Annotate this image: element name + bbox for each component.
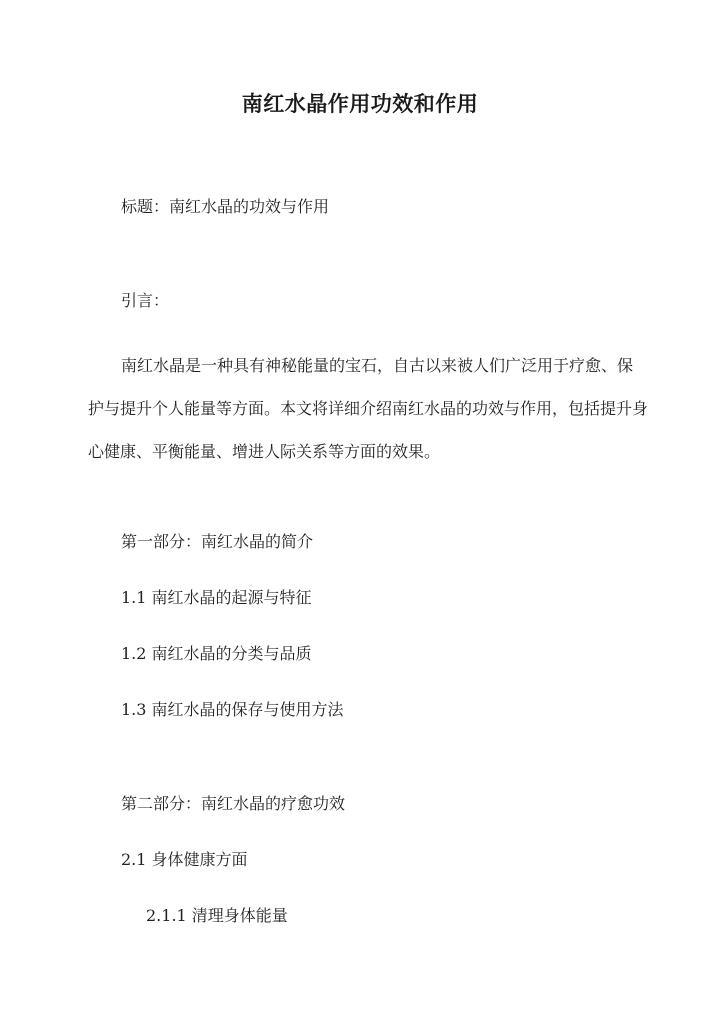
part1-item: 1.2 南红水晶的分类与品质 [121,644,312,663]
part1-item: 1.3 南红水晶的保存与使用方法 [121,700,344,719]
part2-item: 2.1 身体健康方面 [121,850,248,869]
intro-paragraph: 南红水晶是一种具有神秘能量的宝石，自古以来被人们广泛用于疗愈、保护与提升个人能量等方面。本文将详细介绍南红水晶的功效与作用，包括提升身心健康、平衡能量、增进人际关系等方面的效果。 [88,356,649,461]
part2-subitem: 2.1.1 清理身体能量 [146,906,288,925]
heading-label: 标题：南红水晶的功效与作用 [121,197,330,216]
part2-heading: 第二部分：南红水晶的疗愈功效 [121,794,346,813]
document-title: 南红水晶作用功效和作用 [241,91,479,116]
intro-label: 引言： [121,291,170,310]
part1-heading: 第一部分：南红水晶的简介 [121,532,314,551]
part1-item: 1.1 南红水晶的起源与特征 [121,588,312,607]
